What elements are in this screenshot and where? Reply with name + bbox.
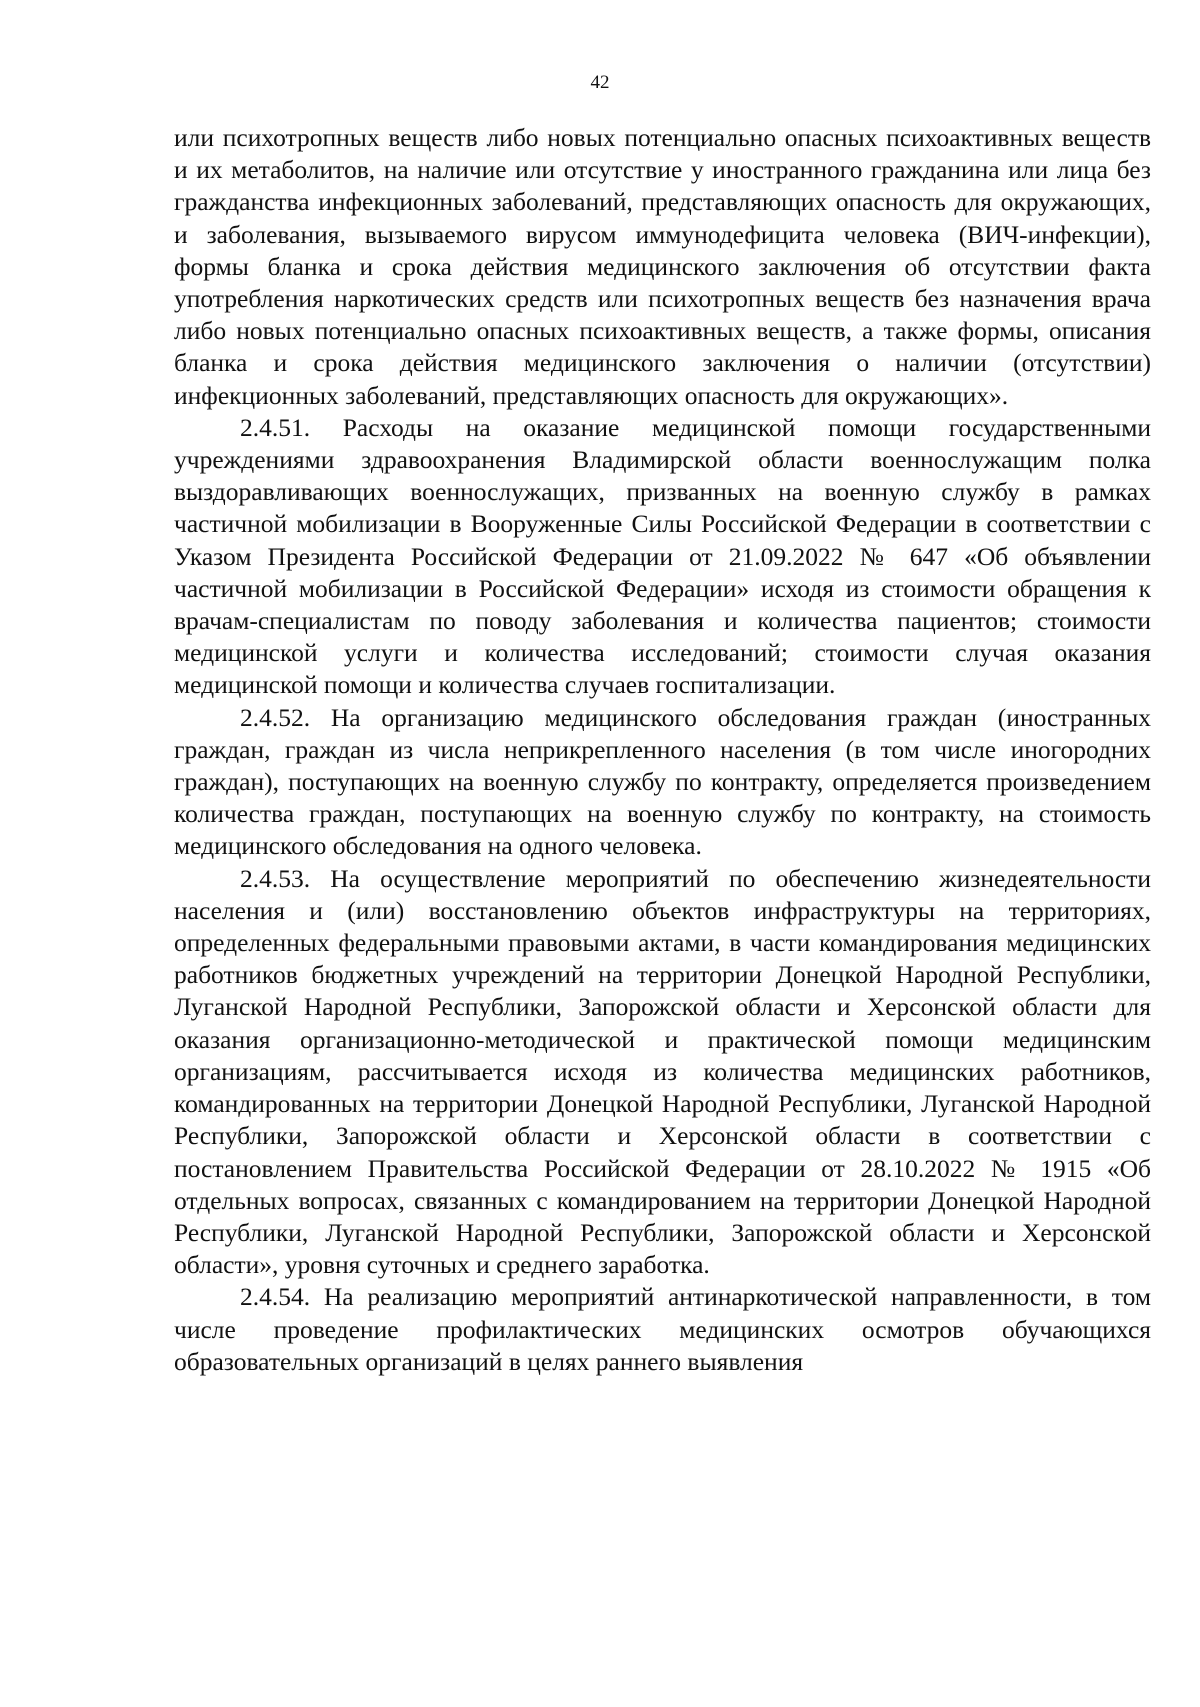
paragraph-continuation: или психотропных веществ либо новых потенциально опасных психоактивных веществ и их метаболитов, на наличие или отсутствие у иностранного гражданина или лица без гражданства инфекционных заболеваний, представляющих опасность для окружающих, и заболевания, вызываемого вирусом иммунодефицита человека (ВИЧ-инфекции), формы бланка и срока действия медицинского заключения об отсутствии факта употребления наркотических средств или психотропных веществ без назначения врача либо новых потенциально опасных психоактивных веществ, а также формы, описания бланка и срока действия медицинского заключения о наличии (отсутствии) инфекционных заболеваний, представляющих опасность для окружающих». [174,123,1151,410]
paragraph-2-4-54: 2.4.54. На реализацию мероприятий антинаркотической направленности, в том числе проведение профилактических медицинских осмотров обучающихся образовательных организаций в целях раннего выявления [174,1282,1151,1376]
page-number: 42 [590,72,610,93]
paragraph-2-4-53: 2.4.53. На осуществление мероприятий по обеспечению жизнедеятельности населения и (или) восстановлению объектов инфраструктуры на территориях, определенных федеральными правовыми актами, в части командирования медицинских работников бюджетных учреждений на территории Донецкой Народной Республики, Луганской Народной Республики, Запорожской области и Херсонской области для оказания организационно-методической и практической помощи медицинским организациям, рассчитывается исходя из количества медицинских работников, командированных на территории Донецкой Народной Республики, Луганской Народной Республики, Запорожской области и Херсонской области в соответствии с постановлением Правительства Российской Федерации от 28.10.2022 № 1915 «Об отдельных вопросах, связанных с командированием на территории Донецкой Народной Республики, Луганской Народной Республики, Запорожской области и Херсонской области», уровня суточных и среднего заработка. [174,863,1151,1280]
document-body [174,122,1151,1378]
paragraph-2-4-52: 2.4.52. На организацию медицинского обследования граждан (иностранных граждан, граждан из числа неприкрепленного населения (в том числе иногородних граждан), поступающих на военную службу по контракту, определяется произведением количества граждан, поступающих на военную службу по контракту, на стоимость медицинского обследования на одного человека. [174,702,1151,861]
paragraph-2-4-51: 2.4.51. Расходы на оказание медицинской помощи государственными учреждениями здравоохранения Владимирской области военнослужащим полка выздоравливающих военнослужащих, призванных на военную службу в рамках частичной мобилизации в Вооруженные Силы Российской Федерации в соответствии с Указом Президента Российской Федерации от 21.09.2022 № 647 «Об объявлении частичной мобилизации в Российской Федерации» исходя из стоимости обращения к врачам-специалистам по поводу заболевания и количества пациентов; стоимости медицинской услуги и количества исследований; стоимости случая оказания медицинской помощи и количества случаев госпитализации. [174,412,1151,700]
